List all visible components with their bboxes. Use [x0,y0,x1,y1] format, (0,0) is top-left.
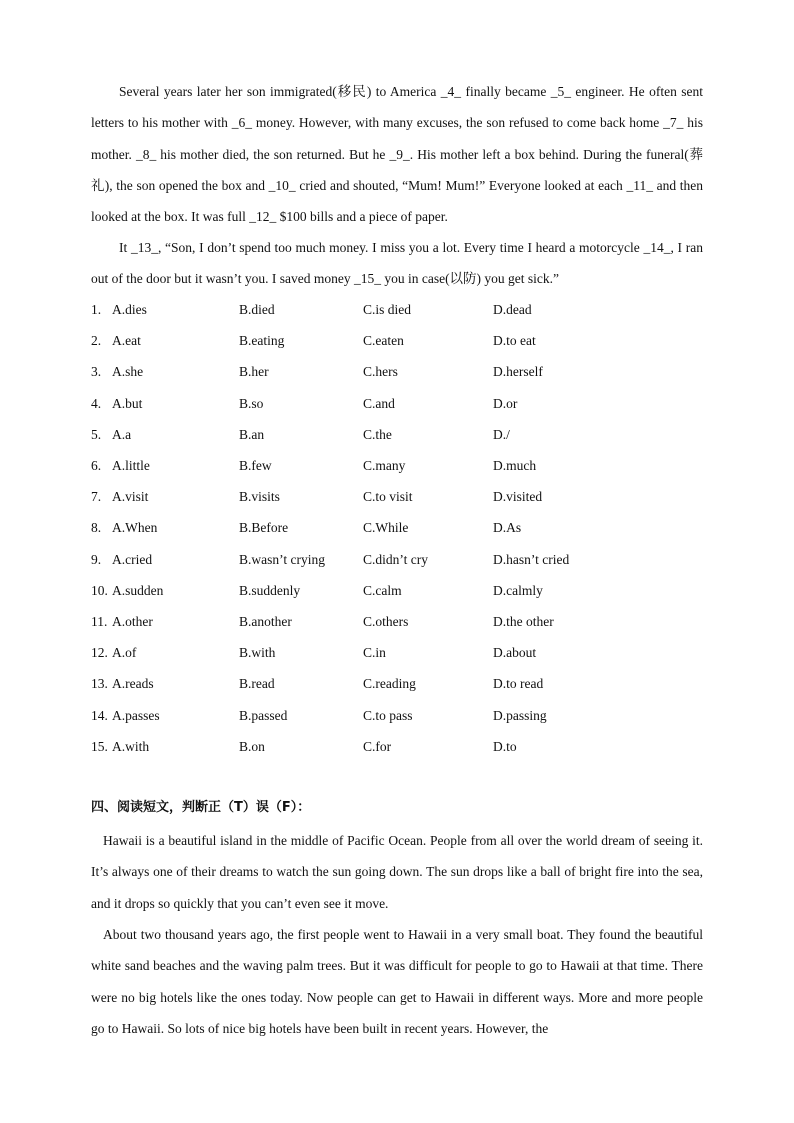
option-b: B.died [239,302,275,317]
option-d: D.calmly [493,582,543,598]
option-b: B.with [239,645,276,661]
question-row [91,737,711,757]
option-b: B.passed [239,707,288,723]
question-row [91,394,711,414]
question-number: 11. [91,614,108,629]
question-number: 5. [91,426,102,442]
option-a: A.little [112,458,150,473]
option-a: A.other [112,614,153,629]
option-a: A.eat [112,333,141,349]
question-number: 7. [91,489,102,505]
option-d: D.or [493,395,518,411]
question-number: 12. [91,645,108,661]
option-c: C.didn’t cry [363,551,428,567]
option-a: A.with [112,738,150,754]
option-c: C.calm [363,582,402,598]
option-d: D.visited [493,489,543,505]
option-a: A.but [112,395,143,411]
option-b: B.wasn’t crying [239,551,325,567]
option-d: D.about [493,645,537,661]
option-d: D.dead [493,302,532,317]
option-c: C.is died [363,302,412,317]
option-a: A.of [112,645,137,661]
question-number: 4. [91,395,102,411]
question-number: 10. [91,582,108,598]
option-b: B.read [239,676,275,692]
question-row [91,331,711,351]
option-c: C.hers [363,364,398,380]
reading-paragraph-1: Hawaii is a beautiful island in the middle of Pacific Ocean. People from all over the world dream of seeing it. It’s always one of their dreams to watch the sun going down. The sun drops like a ball of bright fire into the sea, and it drops so quickly that you can’t even see it move. [91,833,703,911]
option-d: D.herself [493,364,543,380]
option-a: A.a [112,426,132,442]
option-b: B.eating [239,333,285,349]
option-d: D.much [493,458,537,473]
option-c: C.to pass [363,707,413,723]
option-d: D.hasn’t cried [493,551,570,567]
question-number: 6. [91,458,102,473]
option-c: C.for [363,738,392,754]
option-b: B.another [239,614,292,629]
question-row [91,456,711,476]
option-c: C.the [363,426,392,442]
question-row [91,518,711,538]
question-number: 13. [91,676,108,692]
reading-paragraph-2: About two thousand years ago, the first people went to Hawaii in a very small boat. They found the beautiful white sand beaches and the waving palm trees. But it was difficult for people to go to Hawaii at that time. There were no big hotels like the ones today. Now people can get to Hawaii in different ways. More and more people go to Hawaii. So lots of nice big hotels have been built in recent years. However, the [91,927,703,1036]
option-d: D./ [493,426,510,442]
option-d: D.to read [493,676,544,692]
question-row [91,300,711,320]
question-row [91,706,711,726]
option-b: B.suddenly [239,582,301,598]
question-row [91,643,711,663]
question-row [91,581,711,601]
option-c: C.many [363,458,406,473]
option-c: C.reading [363,676,416,692]
question-row [91,487,711,507]
option-c: C.in [363,645,386,661]
option-c: C.to visit [363,489,413,505]
option-a: A.dies [112,302,147,317]
passage-paragraph-1: Several years later her son immigrated(移民) to America _4_ finally became _5_ engineer. He often sent letters to his mother with _6_ money. However, with many excuses, the son refused to come back home _7_ his mother. _8_ his mother died, the son returned. But he _9_. His mother left a box behind. During the funeral(葬礼), the son opened the box and _10_ cried and shouted, “Mum! Mum!” Everyone looked at each _11_ and then looked at the box. It was full _12_ $100 bills and a piece of paper. [91,84,703,225]
question-number: 15. [91,738,108,754]
option-b: B.on [239,738,265,754]
option-b: B.Before [239,520,289,536]
option-a: A.she [112,364,144,380]
question-number: 9. [91,551,102,567]
option-a: A.cried [112,551,153,567]
option-b: B.her [239,364,269,380]
option-a: A.sudden [112,582,164,598]
option-d: D.to [493,738,517,754]
option-d: D.As [493,520,522,536]
option-c: C.eaten [363,333,404,349]
question-row [91,550,711,570]
option-b: B.so [239,395,264,411]
option-d: D.to eat [493,333,536,349]
option-a: A.passes [112,707,160,723]
option-b: B.few [239,458,272,473]
question-number: 2. [91,333,102,349]
option-c: C.others [363,614,409,629]
option-a: A.When [112,520,158,536]
question-number: 1. [91,302,102,317]
question-row [91,362,711,382]
question-number: 3. [91,364,102,380]
option-a: A.reads [112,676,154,692]
option-b: B.an [239,426,265,442]
option-c: C.While [363,520,409,536]
question-row [91,425,711,445]
section-heading: 四、阅读短文，判断正（T）误（F）： [91,800,311,815]
passage-paragraph-2: It _13_, “Son, I don’t spend too much money. I miss you a lot. Every time I heard a motorcycle _14_, I ran out of the door but it wasn’t you. I saved money _15_ you in case(以防) you get sick.” [91,240,703,287]
option-b: B.visits [239,489,280,505]
option-c: C.and [363,395,395,411]
question-number: 14. [91,707,108,723]
option-a: A.visit [112,489,149,505]
question-row [91,612,711,632]
question-number: 8. [91,520,102,536]
option-d: D.passing [493,707,547,723]
question-row [91,674,711,694]
option-d: D.the other [493,614,554,629]
